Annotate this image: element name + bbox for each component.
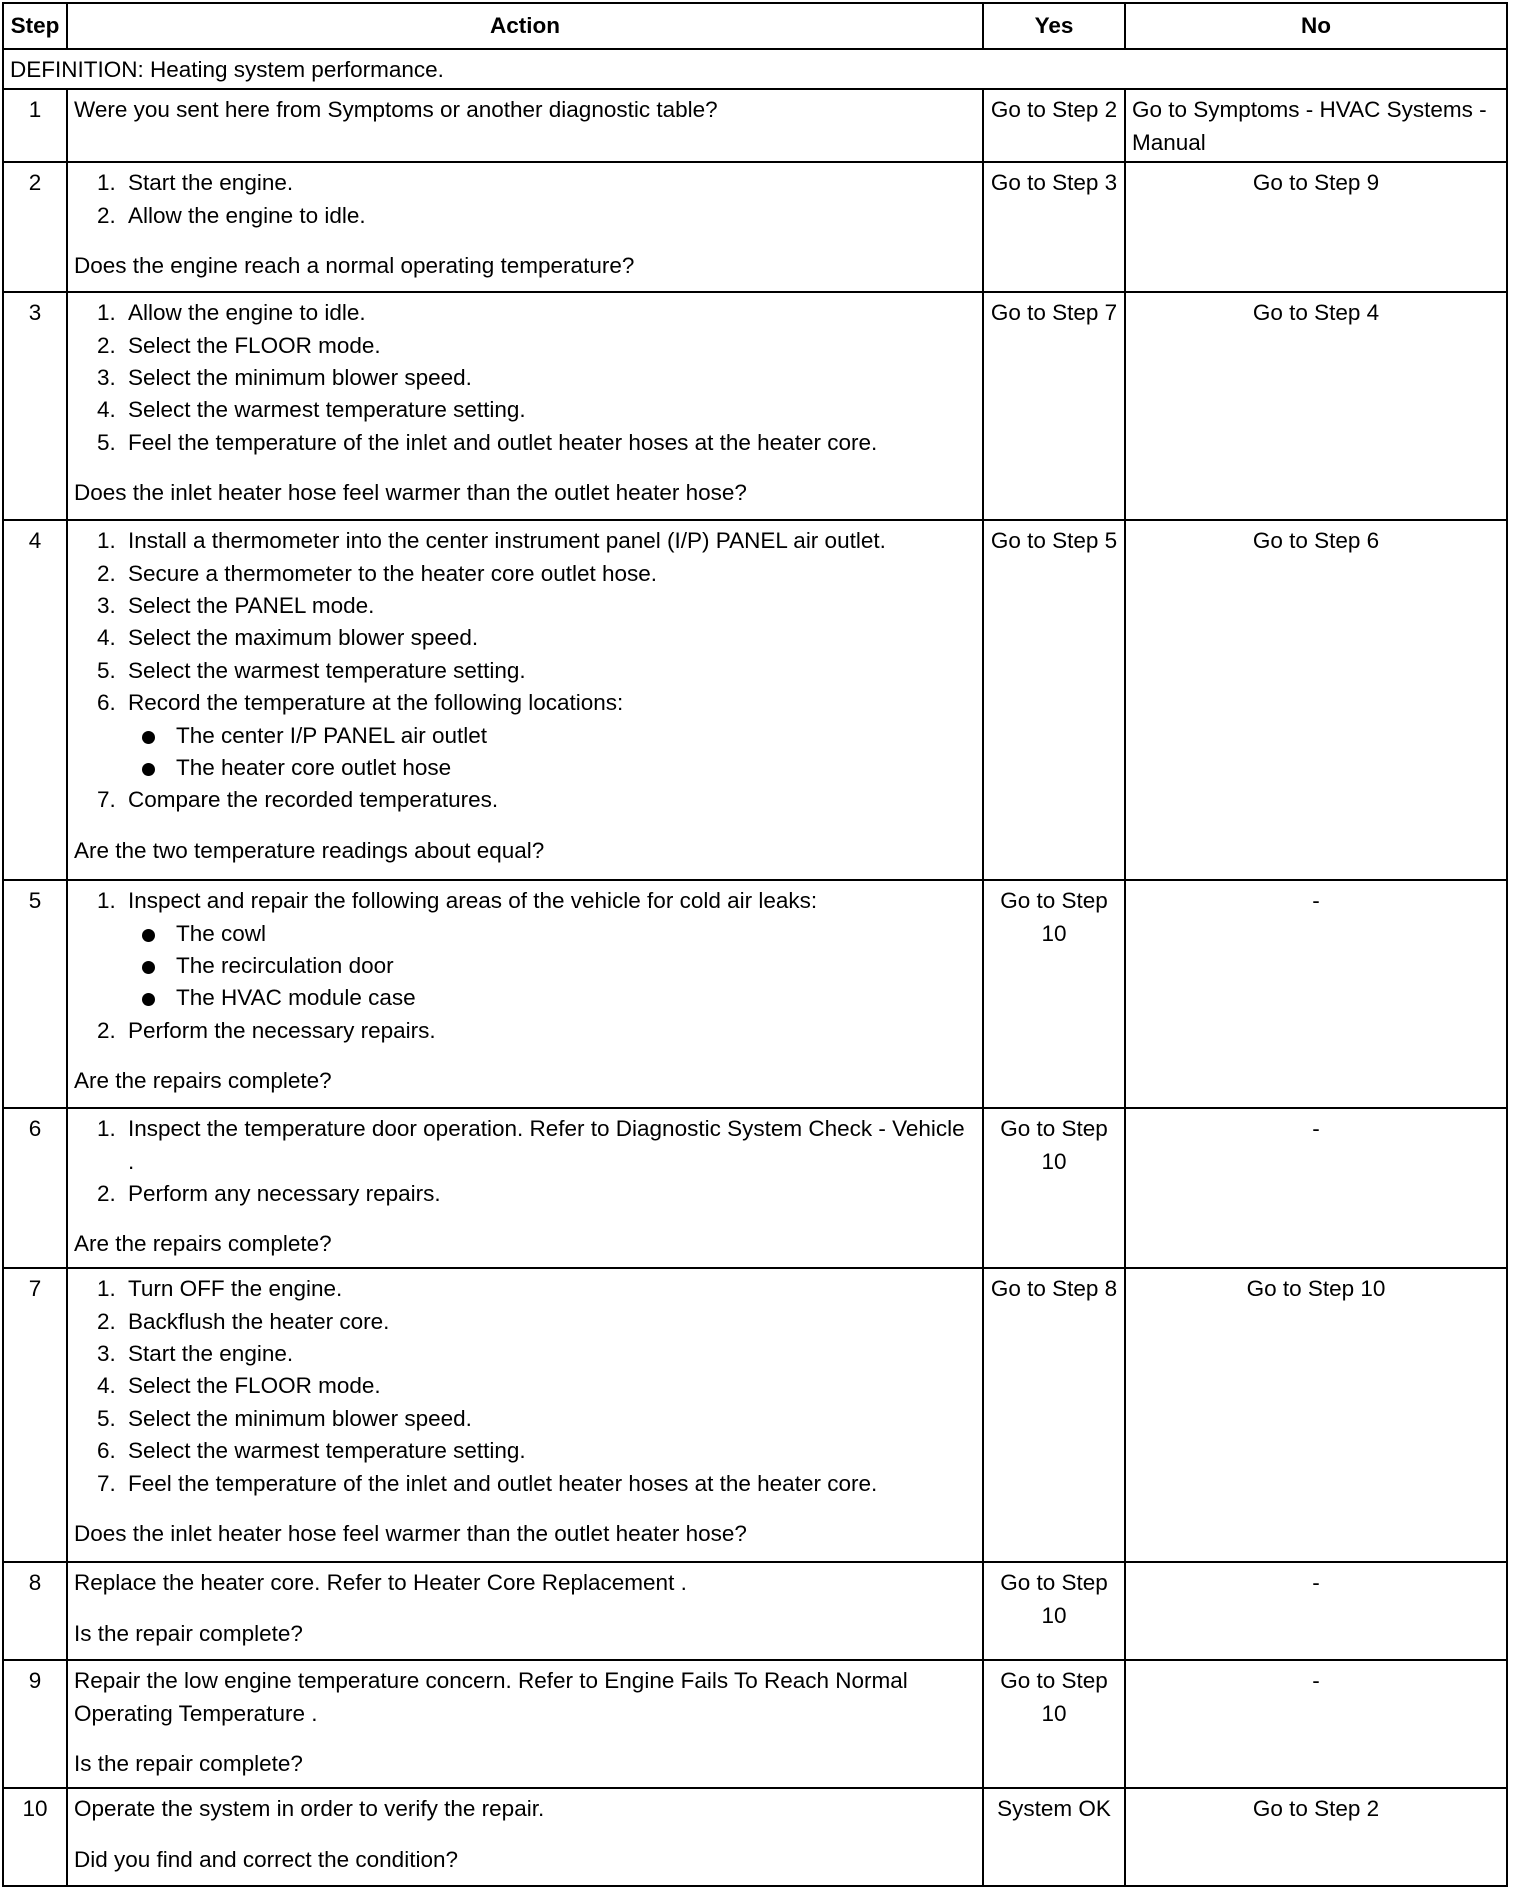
action-step: 2. Allow the engine to idle. [122, 200, 976, 232]
table-row [3, 89, 1507, 162]
action-cell [67, 520, 983, 880]
yes-cell: Go to Step 8 [983, 1268, 1125, 1562]
no-cell: - [1125, 1660, 1507, 1788]
action-step: 1. Start the engine. [122, 167, 976, 199]
table-row [3, 1562, 1507, 1660]
action-steps [74, 1273, 976, 1500]
step-number: 3 [3, 292, 67, 520]
no-cell: Go to Step 6 [1125, 520, 1507, 880]
action-steps [74, 525, 976, 817]
action-text: Replace the heater core. Refer to Heater Core Replacement . [74, 1570, 687, 1596]
bullet-item: The cowl [164, 918, 976, 950]
yes-cell: Go to Step 2 [983, 89, 1125, 162]
header-row [3, 3, 1507, 49]
yes-cell: Go to Step 5 [983, 520, 1125, 880]
action-step: 3. Select the PANEL mode. [122, 590, 976, 622]
action-cell [67, 1788, 983, 1886]
action-question: Are the two temperature readings about equal? [74, 837, 545, 863]
action-steps [74, 1113, 976, 1210]
yes-cell: Go to Step 10 [983, 1660, 1125, 1788]
table-row [3, 1660, 1507, 1788]
action-text: Were you sent here from Symptoms or another diagnostic table? [74, 97, 718, 123]
no-cell: - [1125, 1562, 1507, 1660]
action-question: Is the repair complete? [74, 1620, 303, 1646]
step-number: 5 [3, 880, 67, 1108]
yes-cell: Go to Step 7 [983, 292, 1125, 520]
action-step: 1. Inspect the temperature door operation. Refer to Diagnostic System Check - Vehicle . [122, 1113, 976, 1178]
diagnostic-table-container [2, 2, 1506, 1887]
table-row [3, 1108, 1507, 1268]
yes-cell: Go to Step 10 [983, 880, 1125, 1108]
yes-cell: System OK [983, 1788, 1125, 1886]
bullet-item: The HVAC module case [164, 982, 976, 1014]
step-number: 10 [3, 1788, 67, 1886]
action-step: 7. Feel the temperature of the inlet and outlet heater hoses at the heater core. [122, 1468, 976, 1500]
action-step: 5. Select the minimum blower speed. [122, 1403, 976, 1435]
step-number: 7 [3, 1268, 67, 1562]
no-cell: - [1125, 1108, 1507, 1268]
action-cell [67, 880, 983, 1108]
action-text: Repair the low engine temperature concern. Refer to Engine Fails To Reach Normal Operating Temperature . [74, 1668, 908, 1726]
action-step: 2. Perform any necessary repairs. [122, 1178, 976, 1210]
step-number: 4 [3, 520, 67, 880]
action-step: 7. Compare the recorded temperatures. [122, 784, 976, 816]
bullet-list [128, 720, 976, 785]
no-cell: Go to Step 9 [1125, 162, 1507, 292]
action-step: 2. Secure a thermometer to the heater core outlet hose. [122, 558, 976, 590]
action-cell [67, 162, 983, 292]
yes-cell: Go to Step 3 [983, 162, 1125, 292]
action-steps [74, 297, 976, 459]
action-step: 2. Select the FLOOR mode. [122, 330, 976, 362]
action-question: Does the engine reach a normal operating temperature? [74, 252, 635, 278]
no-cell: - [1125, 880, 1507, 1108]
diagnostic-table [2, 2, 1508, 1887]
bullet-item: The center I/P PANEL air outlet [164, 720, 976, 752]
action-step: 1. Install a thermometer into the center instrument panel (I/P) PANEL air outlet. [122, 525, 976, 557]
table-row [3, 1788, 1507, 1886]
header-step: Step [3, 3, 67, 49]
action-step: 3. Select the minimum blower speed. [122, 362, 976, 394]
action-cell [67, 89, 983, 162]
no-cell: Go to Symptoms - HVAC Systems - Manual [1125, 89, 1507, 162]
step-number: 6 [3, 1108, 67, 1268]
definition-text: DEFINITION: Heating system performance. [3, 49, 1507, 89]
no-cell: Go to Step 2 [1125, 1788, 1507, 1886]
action-question: Are the repairs complete? [74, 1068, 332, 1094]
no-cell: Go to Step 10 [1125, 1268, 1507, 1562]
action-steps [74, 167, 976, 232]
action-step: 4. Select the maximum blower speed. [122, 622, 976, 654]
step-number: 1 [3, 89, 67, 162]
action-step: 2. Perform the necessary repairs. [122, 1015, 976, 1047]
action-question: Does the inlet heater hose feel warmer than the outlet heater hose? [74, 1520, 747, 1546]
action-step: 2. Backflush the heater core. [122, 1306, 976, 1338]
bullet-item: The heater core outlet hose [164, 752, 976, 784]
action-cell [67, 292, 983, 520]
action-question: Is the repair complete? [74, 1750, 303, 1776]
yes-cell: Go to Step 10 [983, 1562, 1125, 1660]
table-row [3, 292, 1507, 520]
action-question: Did you find and correct the condition? [74, 1846, 458, 1872]
action-step: 4. Select the warmest temperature setting. [122, 394, 976, 426]
table-row [3, 162, 1507, 292]
action-step: 5. Feel the temperature of the inlet and outlet heater hoses at the heater core. [122, 427, 976, 459]
yes-cell: Go to Step 10 [983, 1108, 1125, 1268]
header-no: No [1125, 3, 1507, 49]
table-row [3, 880, 1507, 1108]
action-step: 6. Select the warmest temperature setting. [122, 1435, 976, 1467]
action-step: 4. Select the FLOOR mode. [122, 1370, 976, 1402]
action-step: 5. Select the warmest temperature setting. [122, 655, 976, 687]
action-step: 1. Turn OFF the engine. [122, 1273, 976, 1305]
header-action: Action [67, 3, 983, 49]
action-text: Operate the system in order to verify the repair. [74, 1796, 545, 1822]
action-step: 3. Start the engine. [122, 1338, 976, 1370]
action-question: Does the inlet heater hose feel warmer than the outlet heater hose? [74, 480, 747, 506]
action-step-text: Inspect and repair the following areas of the vehicle for cold air leaks: [128, 888, 818, 914]
action-step: 1. Allow the engine to idle. [122, 297, 976, 329]
bullet-item: The recirculation door [164, 950, 976, 982]
action-question: Are the repairs complete? [74, 1231, 332, 1257]
step-number: 2 [3, 162, 67, 292]
action-cell [67, 1268, 983, 1562]
bullet-list [128, 918, 976, 1015]
definition-row [3, 49, 1507, 89]
action-cell [67, 1562, 983, 1660]
action-cell [67, 1660, 983, 1788]
action-step [122, 885, 976, 1015]
table-row [3, 520, 1507, 880]
action-steps [74, 885, 976, 1047]
action-step [122, 687, 976, 784]
step-number: 8 [3, 1562, 67, 1660]
action-cell [67, 1108, 983, 1268]
header-yes: Yes [983, 3, 1125, 49]
no-cell: Go to Step 4 [1125, 292, 1507, 520]
step-number: 9 [3, 1660, 67, 1788]
table-row [3, 1268, 1507, 1562]
action-step-text: Record the temperature at the following locations: [128, 690, 624, 716]
